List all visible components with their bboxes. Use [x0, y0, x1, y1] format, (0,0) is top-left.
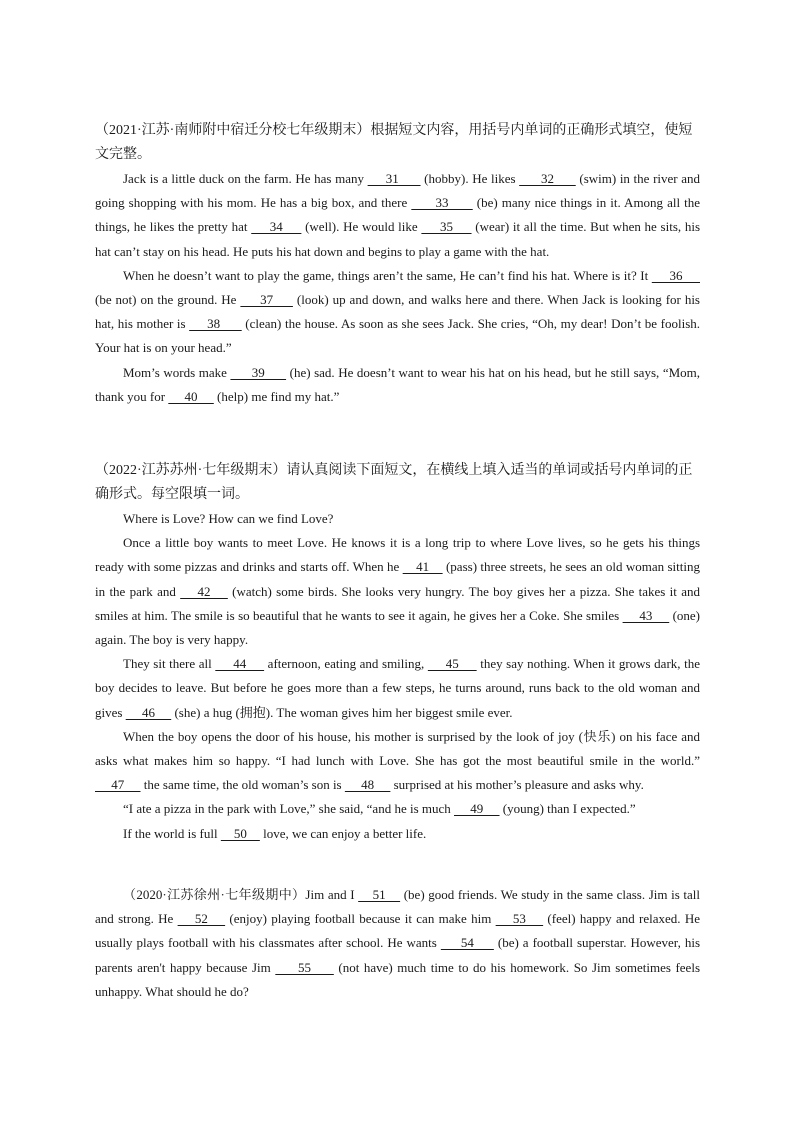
answer-blank[interactable]: 44 [215, 656, 265, 672]
passage-text: (pass) three streets, he sees an old woman sitting in the park and [95, 559, 700, 599]
paragraph [95, 167, 700, 264]
passage-text: they say nothing. When it grows dark, the boy decides to leave. But before he goes more than a few steps, he turns around, runs back to the old woman and gives [95, 656, 700, 720]
passage-text: (one) again. The boy is very happy. [95, 607, 701, 648]
section-2021 [95, 119, 700, 409]
passage-text: Jack is a little duck on the farm. He has many [123, 171, 368, 186]
paragraph [95, 883, 700, 1004]
passage-text: Mom’s words make [123, 364, 231, 380]
passage-text: (look) up and down, and walks here and there. When Jack is looking for his hat, his mother is [95, 292, 700, 332]
answer-blank[interactable]: 47 [95, 777, 141, 793]
passage-text: When he doesn’t want to play the game, things aren’t the same, He can’t find his hat. Where is it? It [123, 267, 652, 283]
paragraph [95, 361, 700, 409]
paragraph [95, 531, 700, 652]
passage-text: (watch) some birds. She looks very hungry. The boy gives her a pizza. She takes it and smiles at him. The smile is so beautiful that he wants to see it again, he gives her a Coke. She smiles [95, 583, 700, 623]
passage-text: (wear) it all the time. But when he sits, his hat can’t stay on his head. He puts his hat down and begins to play a game with the hat. [95, 219, 701, 259]
section-heading: （2022·江苏苏州·七年级期末）请认真阅读下面短文，在横线上填入适当的单词或括号内单词的正确形式。每空限填一词。 [95, 463, 693, 502]
answer-blank[interactable]: 40 [168, 388, 214, 404]
passage-text: (well). He would like [301, 219, 422, 235]
answer-blank[interactable]: 34 [251, 219, 302, 235]
answer-blank[interactable]: 52 [177, 911, 226, 927]
passage-text: love, we can enjoy a better life. [259, 825, 427, 841]
answer-blank[interactable]: 55 [275, 959, 334, 975]
answer-blank[interactable]: 50 [220, 825, 260, 841]
answer-blank[interactable]: 33 [411, 195, 473, 211]
passage-text: the same time, the old woman’s son is [140, 777, 345, 793]
answer-blank[interactable]: 43 [622, 607, 670, 623]
answer-blank[interactable]: 32 [519, 171, 576, 186]
answer-blank[interactable]: 51 [358, 887, 401, 902]
passage-text: They sit there all [123, 656, 216, 672]
passage-text: (feel) happy and relaxed. He usually plays football with his classmates after school. He wants [95, 911, 701, 951]
passage-text: (clean) the house. As soon as she sees Jack. She cries, “Oh, my dear! Don’t be foolish. Your hat is on your head.” [95, 316, 701, 356]
answer-blank[interactable]: 48 [344, 777, 391, 793]
passage-text: (be) good friends. We study in the same class. Jim is tall and strong. He [95, 887, 701, 927]
passage-text: (be) a football superstar. However, his parents aren't happy because Jim [95, 935, 701, 975]
passage-text: (be not) on the ground. He [95, 292, 241, 308]
passage-text: （2020·江苏徐州·七年级期中）Jim and I [123, 887, 359, 902]
paragraph [95, 822, 700, 846]
paragraph [95, 264, 700, 361]
passage-text: (help) me find my hat.” [213, 388, 340, 404]
passage [95, 883, 700, 1004]
passage-text: (be) many nice things in it. Among all the things, he likes the pretty hat [95, 195, 701, 235]
paragraph [95, 797, 700, 821]
passage-text: (hobby). He likes [420, 171, 520, 186]
answer-blank[interactable]: 37 [240, 292, 293, 308]
passage-text: (not have) much time to do his homework. So Jim sometimes feels unhappy. What should he do? [95, 959, 700, 999]
answer-blank[interactable]: 39 [230, 364, 287, 380]
paragraph [95, 507, 700, 531]
passage-text: Where is Love? How can we find Love? [123, 511, 334, 526]
answer-blank[interactable]: 53 [495, 911, 544, 927]
passage-text: (she) a hug (拥抱). The woman gives him her biggest smile ever. [171, 704, 513, 720]
section-2022 [95, 459, 700, 846]
answer-blank[interactable]: 38 [189, 316, 242, 332]
answer-blank[interactable]: 46 [125, 704, 172, 720]
answer-blank[interactable]: 41 [402, 559, 443, 575]
passage-text: If the world is full [123, 825, 221, 841]
answer-blank[interactable]: 36 [651, 267, 700, 283]
answer-blank[interactable]: 31 [367, 171, 421, 186]
answer-blank[interactable]: 35 [421, 219, 472, 235]
passage-text: “I ate a pizza in the park with Love,” she said, “and he is much [123, 801, 455, 817]
answer-blank[interactable]: 54 [440, 935, 494, 951]
passage-text: Once a little boy wants to meet Love. He knows it is a long trip to where Love lives, so he gets his things ready with some pizzas and drinks and starts off. When he [95, 535, 700, 575]
section-2020 [95, 883, 700, 1004]
passage [95, 507, 700, 846]
passage-text: afternoon, eating and smiling, [264, 656, 428, 672]
paragraph [95, 652, 700, 725]
passage-text: (young) than I expected.” [499, 801, 636, 817]
passage-text: (swim) in the river and going shopping with his mom. He has a big box, and there [95, 171, 701, 211]
answer-blank[interactable]: 45 [427, 656, 477, 672]
passage-text: surprised at his mother’s pleasure and asks why. [390, 777, 644, 793]
paragraph [95, 725, 700, 798]
answer-blank[interactable]: 42 [180, 583, 228, 599]
passage-text: When the boy opens the door of his house, his mother is surprised by the look of joy (快乐) on his face and asks what makes him so happy. “I had lunch with Love. She has got the most beautiful smile in the world.” [95, 728, 700, 769]
section-heading: （2021·江苏·南师附中宿迁分校七年级期末）根据短文内容，用括号内单词的正确形式填空，使短文完整。 [95, 123, 693, 162]
passage [95, 167, 700, 409]
passage-text: (enjoy) playing football because it can make him [225, 911, 496, 927]
passage-text: (he) sad. He doesn’t want to wear his hat on his head, but he still says, “Mom, thank you for [95, 364, 701, 404]
answer-blank[interactable]: 49 [454, 801, 500, 817]
